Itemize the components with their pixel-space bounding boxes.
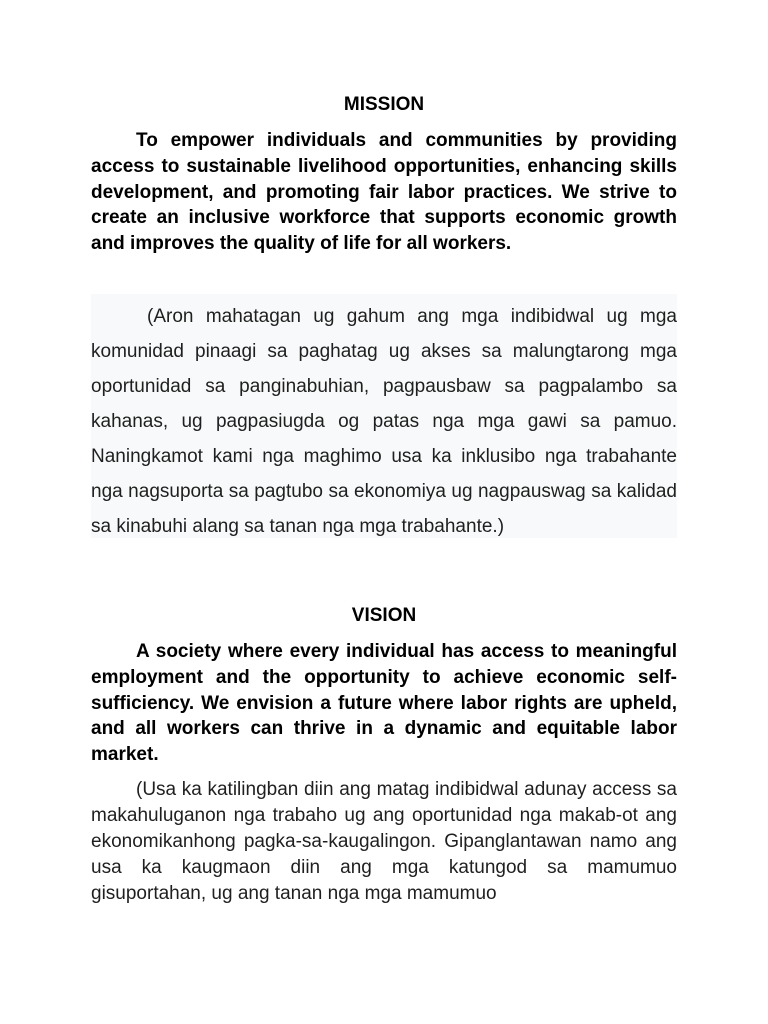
vision-heading: VISION — [351, 605, 417, 626]
vision-translation: (Usa ka katilingban diin ang matag indibidwal adunay access sa makahuluganon nga trabaho ug ang oportunidad nga makab-ot ang ekonomikanhong pagka-sa-kaugalingon. Gipanglantawan namo ang usa ka kaugmaon diin ang mga katungod sa mamumuo gisuportahan, ug ang tanan nga mga mamumuo — [91, 779, 677, 904]
mission-statement: To empower individuals and communities by providing access to sustainable livelihood opportunities, enhancing skills development, and promoting fair labor practices. We strive to create an inclusive workforce that supports economic growth and improves the quality of life for all workers. — [91, 130, 677, 255]
mission-heading: MISSION — [343, 94, 425, 115]
vision-statement: A society where every individual has access to meaningful employment and the opportunity to achieve economic self-sufficiency. We envision a future where labor rights are upheld, and all workers can thrive in a dynamic and equitable labor market. — [91, 641, 677, 766]
mission-translation: (Aron mahatagan ug gahum ang mga indibidwal ug mga komunidad pinaagi sa paghatag ug akses sa malungtarong mga oportunidad sa panginabuhian, pagpausbaw sa pagpalambo sa kahanas, ug pagpasiugda og patas nga mga gawi sa pamuo. Naningkamot kami nga maghimo usa ka inklusibo nga trabahante nga nagsuporta sa pagtubo sa ekonomiya ug nagpauswag sa kalidad sa kinabuhi alang sa tanan nga mga trabahante.) — [91, 306, 677, 537]
